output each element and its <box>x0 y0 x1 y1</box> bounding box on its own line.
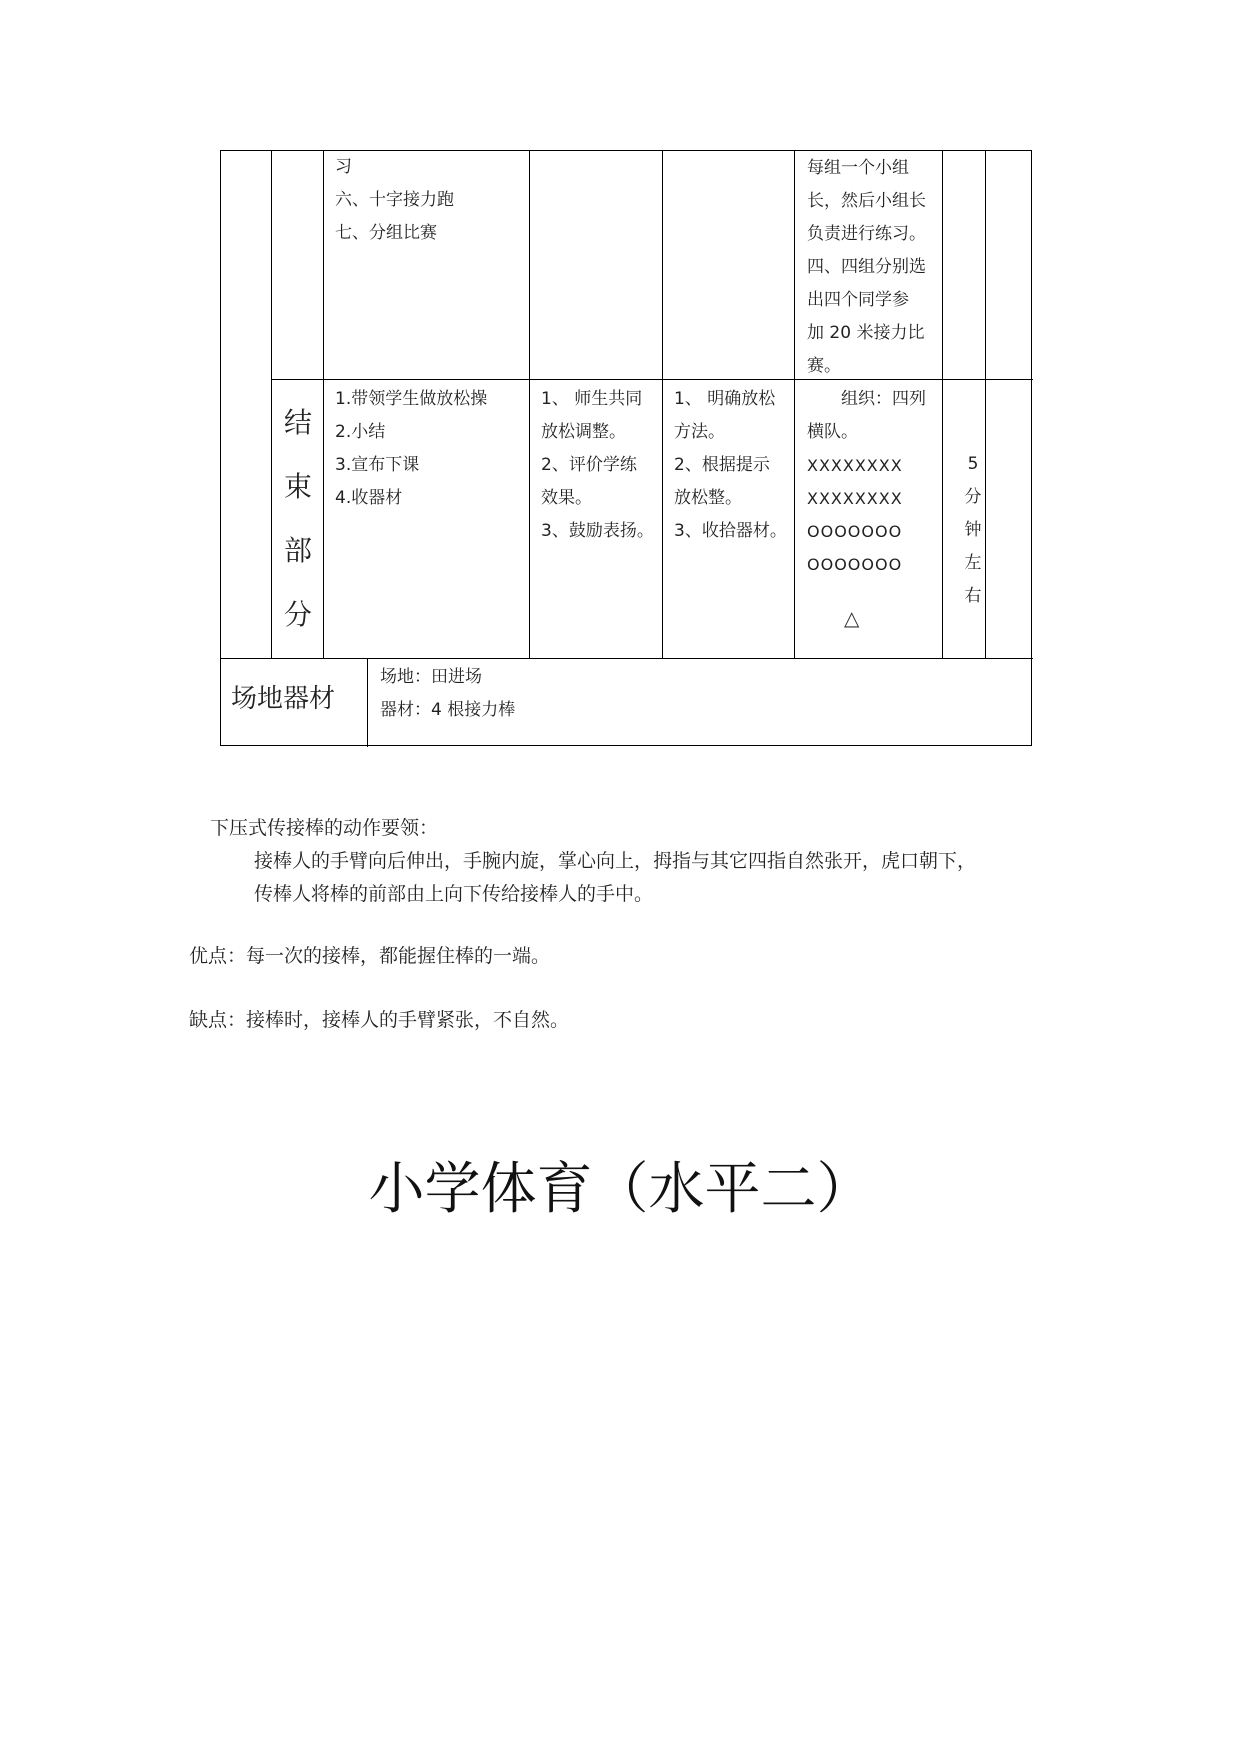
time-char: 右 <box>964 586 982 606</box>
page-title: 小学体育（水平二） <box>368 1157 873 1222</box>
section-label-char: 结 <box>283 406 312 439</box>
student-line: 2、根据提示 <box>674 455 770 475</box>
notes-heading: 下压式传接棒的动作要领： <box>210 817 439 839</box>
student-cell-ending <box>674 383 787 548</box>
disadvantage-text: 缺点：接棒时，接棒人的手臂紧张，不自然。 <box>189 1009 570 1031</box>
col-divider <box>942 151 943 658</box>
time-char: 左 <box>964 553 982 573</box>
teacher-line: 1、 师生共同 <box>541 389 643 409</box>
teacher-line: 2、评价学练 <box>541 455 637 475</box>
teacher-line: 3、鼓励表扬。 <box>541 521 654 541</box>
organization-line: 横队。 <box>807 422 858 442</box>
row-divider <box>221 658 1033 659</box>
student-line: 放松整。 <box>674 488 742 508</box>
venue-label: 场地器材 <box>231 684 336 714</box>
section-label-ending <box>272 391 324 647</box>
organization-cell-continued <box>807 152 926 383</box>
section-label-char: 束 <box>283 470 312 503</box>
section-label-char: 部 <box>283 534 312 567</box>
section-label-char: 分 <box>283 598 312 631</box>
teacher-cell-ending <box>541 383 654 548</box>
content-cell-ending <box>335 383 487 515</box>
venue-equipment: 器材：4 根接力棒 <box>380 700 516 720</box>
organization-line: 每组一个小组 <box>807 158 909 178</box>
teacher-line: 放松调整。 <box>541 422 626 442</box>
venue-site: 场地：田进场 <box>380 667 482 687</box>
teacher-position-triangle: △ <box>844 606 860 630</box>
formation-row: XXXXXXXX <box>807 456 903 475</box>
formation-row: OOOOOOO <box>807 522 903 541</box>
advantage-text: 优点：每一次的接棒，都能握住棒的一端。 <box>189 945 551 967</box>
organization-line: 长，然后小组长 <box>807 191 926 211</box>
organization-line: 赛。 <box>807 356 841 376</box>
content-cell-continued <box>335 151 454 250</box>
time-char: 分 <box>964 487 982 507</box>
organization-line: 出四个同学参 <box>807 290 909 310</box>
content-line: 2.小结 <box>335 422 386 442</box>
col-divider <box>662 151 663 658</box>
organization-line: 负责进行练习。 <box>807 224 926 244</box>
content-line: 4.收器材 <box>335 488 403 508</box>
notes-line: 传棒人将棒的前部由上向下传给接棒人的手中。 <box>254 883 654 905</box>
content-line: 七、分组比赛 <box>335 223 437 243</box>
content-line: 六、十字接力跑 <box>335 190 454 210</box>
organization-line: 四、四组分别选 <box>807 257 926 277</box>
lesson-plan-table <box>220 150 1032 746</box>
teacher-line: 效果。 <box>541 488 592 508</box>
organization-line: 加 20 米接力比 <box>807 323 925 343</box>
organization-line: 组织：四列 <box>841 389 926 409</box>
student-line: 3、收拾器材。 <box>674 521 787 541</box>
organization-cell-ending <box>807 383 926 581</box>
content-line: 1.带领学生做放松操 <box>335 389 488 409</box>
student-line: 1、 明确放松 <box>674 389 776 409</box>
time-cell-ending <box>953 448 993 613</box>
content-line: 习 <box>335 157 352 177</box>
time-char: 钟 <box>964 520 982 540</box>
formation-row: OOOOOOO <box>807 555 903 574</box>
content-line: 3.宣布下课 <box>335 455 420 475</box>
col-divider <box>529 151 530 658</box>
col-divider <box>794 151 795 658</box>
formation-row: XXXXXXXX <box>807 489 903 508</box>
time-char: 5 <box>967 454 979 474</box>
col-divider <box>367 658 368 747</box>
notes-line: 接棒人的手臂向后伸出，手腕内旋，掌心向上，拇指与其它四指自然张开，虎口朝下， <box>254 850 977 872</box>
venue-cell <box>380 661 515 727</box>
student-line: 方法。 <box>674 422 725 442</box>
